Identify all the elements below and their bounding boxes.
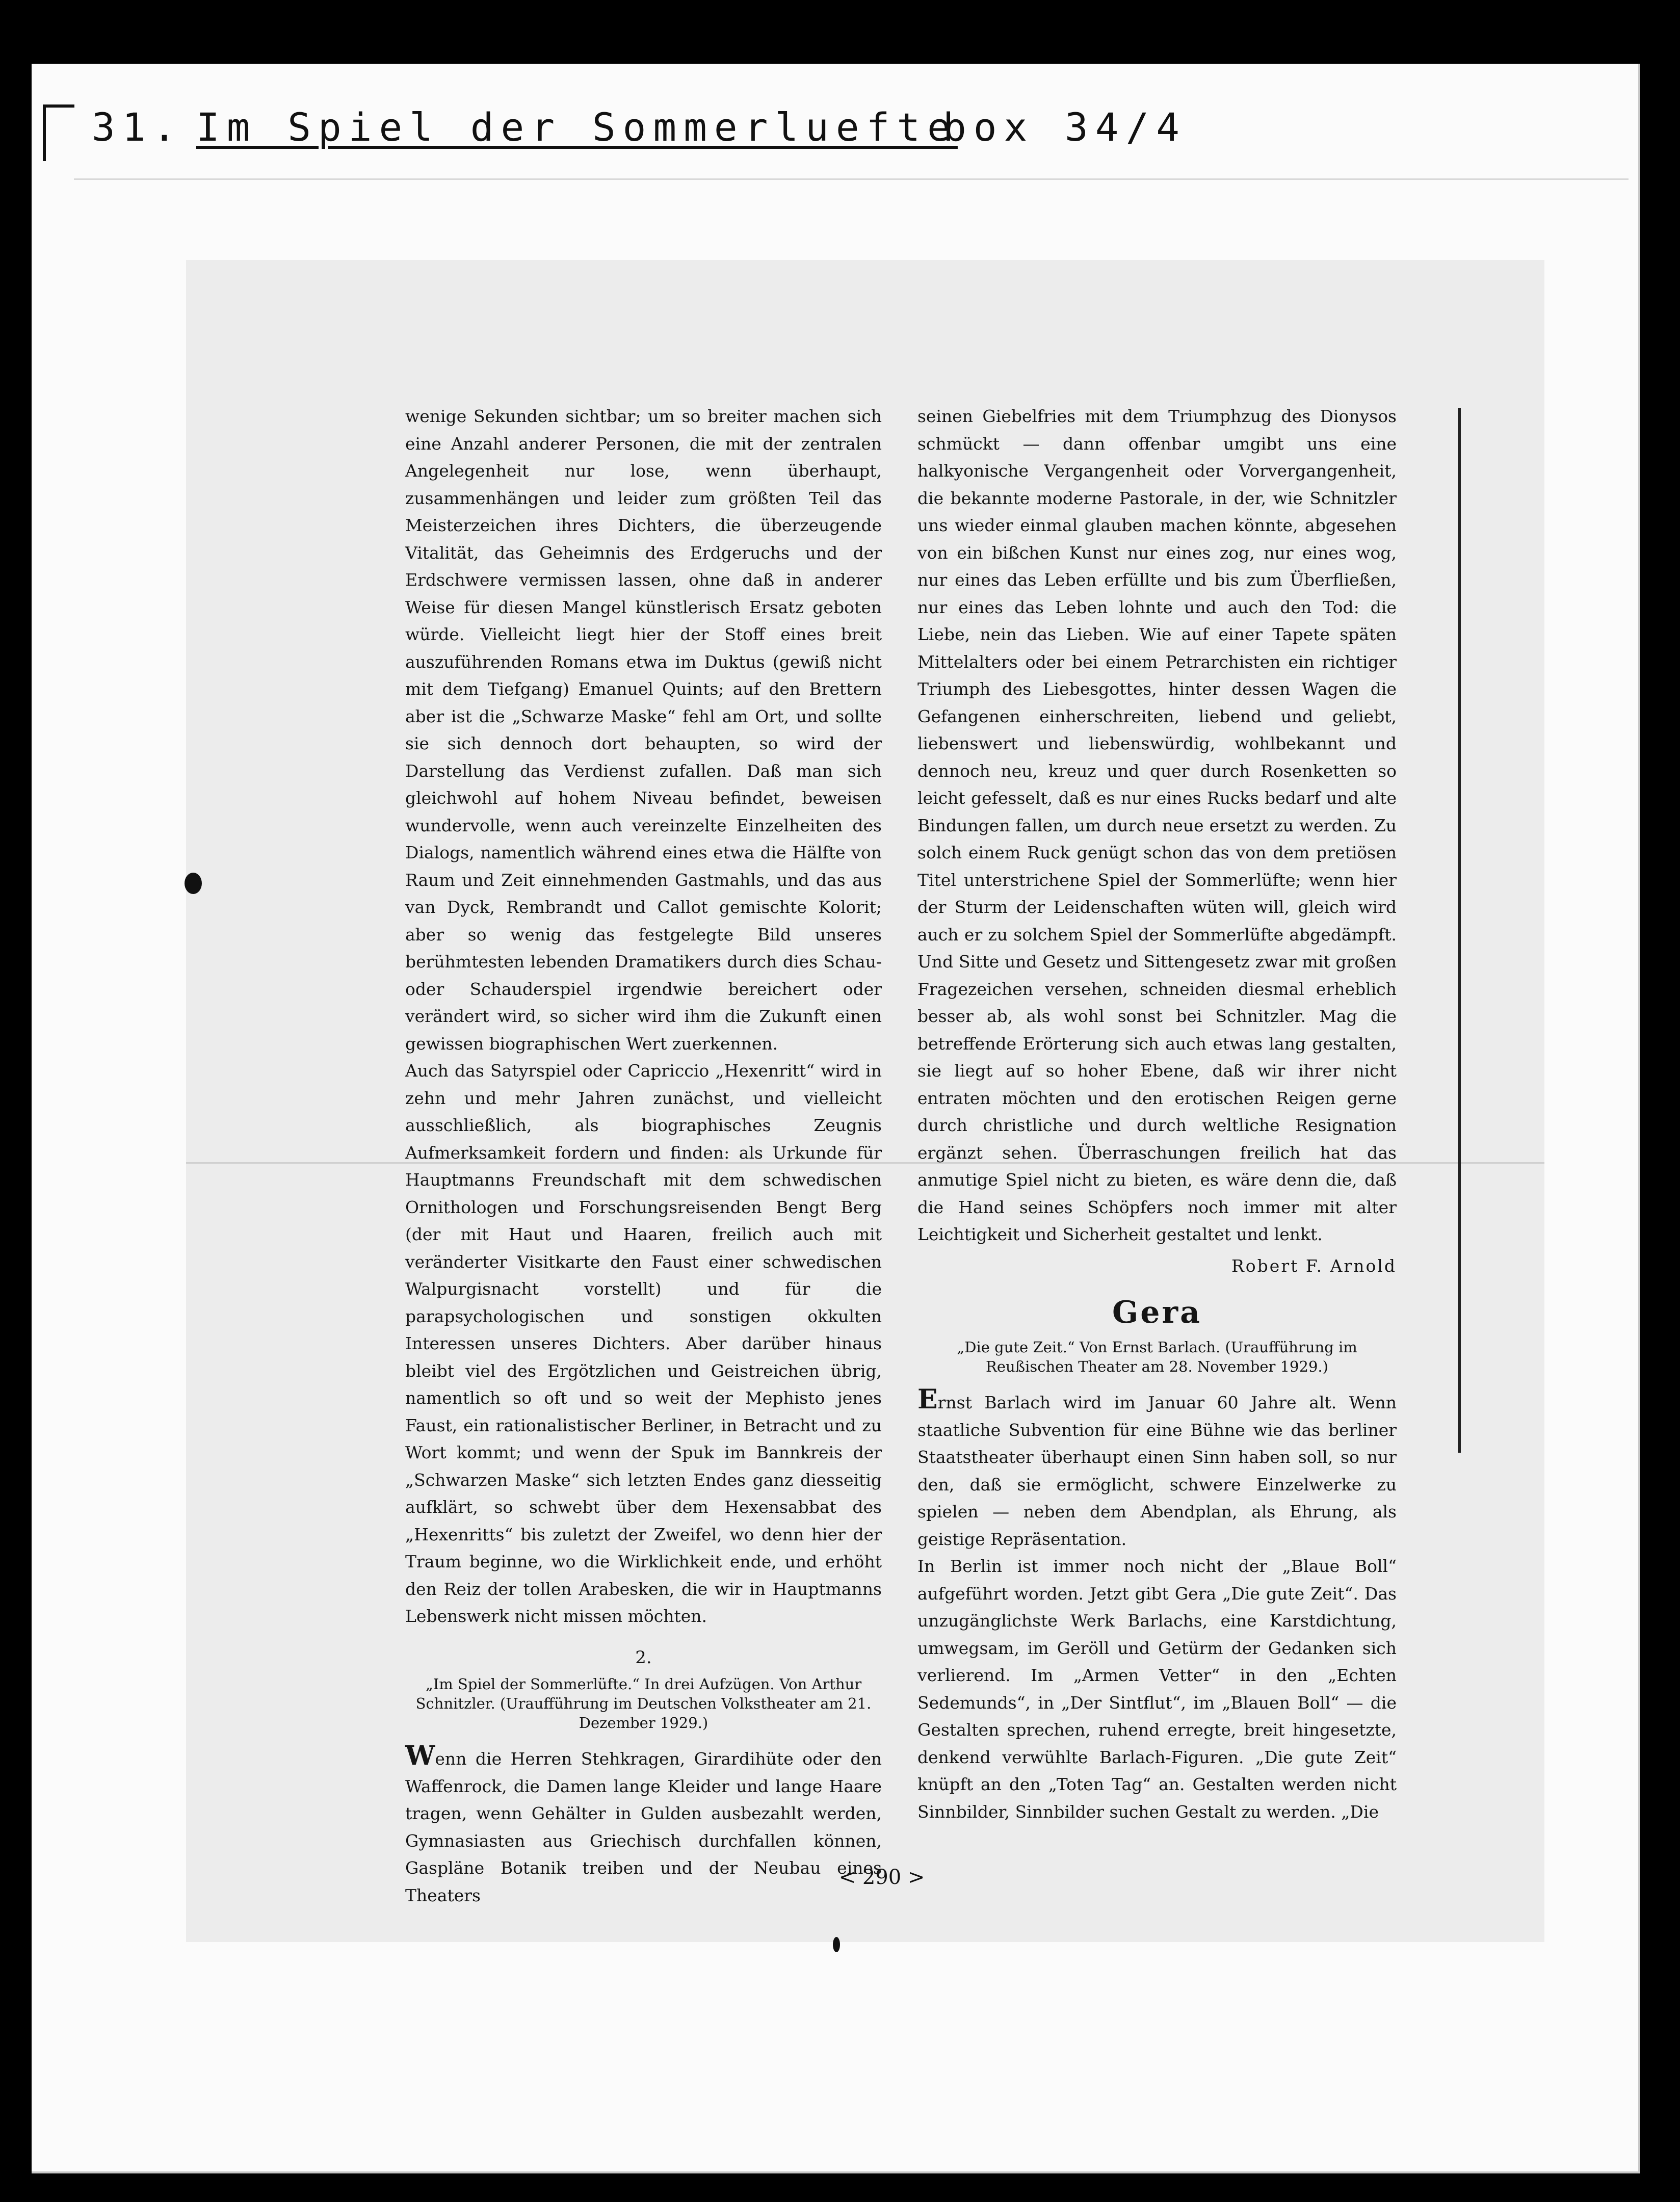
review-caption: „Im Spiel der Sommerlüfte.“ In drei Aufzügen. Von Arthur Schnitzler. (Uraufführung im Deutschen Volkstheater am 21. Dezember 1929.)	[415, 1675, 872, 1732]
drop-cap: E	[917, 1384, 938, 1415]
paragraph: Auch das Satyrspiel oder Capriccio „Hexenritt“ wird in zehn und mehr Jahren zunächst, und vielleicht ausschließlich, als biographisches Zeugnis Aufmerksamkeit fordern und finden: als Urkunde für Hauptmanns Freundschaft mit dem schwedischen Ornithologen und Forschungsreisenden Bengt Berg (der mit Haut und Haaren, freilich auch mit veränderter Visitkarte den Faust einer schwedischen Walpurgisnacht vorstellt) und für die parapsychologischen und sonstigen okkulten Interessen unseres Dichters. Aber darüber hinaus bleibt viel des Ergötzlichen und Geistreichen übrig, namentlich so oft und so weit der Mephisto jenes Faust, ein rationalistischer Berliner, in Betracht und zu Wort kommt; und wenn der Spuk im Bannkreis der „Schwarzen Maske“ sich letzten Endes ganz diesseitig aufklärt, so schwebt über dem Hexensabbat des „Hexenritts“ bis zuletzt der Zweifel, wo denn hier der Traum beginne, wo die Wirklichkeit ende, und erhöht den Reiz der tollen Arabesken, die wir in Hauptmanns Lebenswerk nicht missen möchten.	[405, 1061, 882, 1626]
right-column	[917, 403, 1397, 1825]
article-page	[392, 403, 1412, 1905]
ink-speck	[833, 1937, 840, 1952]
corner-bracket	[43, 104, 74, 161]
section-number: 2.	[635, 1647, 652, 1668]
ink-blot	[185, 873, 202, 894]
box-number: box 34/4	[943, 104, 1187, 150]
folder-number: 31.	[92, 104, 183, 150]
paragraph: In Berlin ist immer noch nicht der „Blaue Boll“ aufgeführt worden. Jetzt gibt Gera „Die gute Zeit“. Das unzugänglichste Werk Barlachs, eine Karstdichtung, umwegsam, im Geröll und Getürm der Gedanken sich verlierend. Im „Armen Vetter“ in den „Echten Sedemunds“, in „Der Sintflut“, im „Blauen Boll“ — die Gestalten sprechen, ruhend erregte, breit hingesetzte, denkend verwühlte Barlach-Figuren. „Die gute Zeit“ knüpft an den „Toten Tag“ an. Gestalten werden nicht Sinnbilder, Sinnbilder suchen Gestalt zu werden. „Die	[917, 1556, 1397, 1822]
paragraph: seinen Giebelfries mit dem Triumphzug des Dionysos schmückt — dann offenbar umgibt uns eine halkyonische Vergangenheit oder Vorvergangenheit, die bekannte moderne Pastorale, in der, wie Schnitzler uns wieder einmal glauben machen könnte, abgesehen von ein bißchen Kunst nur eines zog, nur eines wog, nur eines das Leben erfüllte und bis zum Überfließen, nur eines das Leben lohnte und auch den Tod: die Liebe, nein das Lieben. Wie auf einer Tapete späten Mittelalters oder bei einem Petrarchisten ein richtiger Triumph des Liebesgottes, hinter dessen Wagen die Gefangenen einherschreiten, liebend und geliebt, liebenswert und liebenswürdig, wohlbekannt und dennoch neu, kreuz und quer durch Rosenketten so leicht gefesselt, daß es nur eines Rucks bedarf und alte Bindungen fallen, um durch neue ersetzt zu werden. Zu solch einem Ruck genügt schon das von dem pretiösen Titel unterstrichene Spiel der Sommerlüfte; wenn hier der Sturm der Leidenschaften wüten will, gleich wird auch er zu solchem Spiel der Sommerlüfte abgedämpft. Und Sitte und Gesetz und Sittengesetz zwar mit großen Fragezeichen versehen, schneiden diesmal erheblich besser ab, als wohl sonst bei Schnitzler. Mag die betreffende Erörterung sich auch etwas lang gestalten, sie liegt auf so hoher Ebene, daß wir ihrer nicht entraten möchten und den erotischen Reigen gerne durch christliche und durch weltliche Resignation ergänzt sehen. Überraschungen freilich hat das anmutige Spiel nicht zu bieten, es wäre denn die, daß die Hand seines Schöpfers noch immer mit alter Leichtigkeit und Sicherheit gestaltet und lenkt.	[917, 406, 1397, 1244]
page-number: < 290 >	[838, 1866, 925, 1889]
section-heading: Gera	[1112, 1295, 1202, 1330]
paragraph-text: enn die Herren Stehkragen, Girardihüte oder den Waffenrock, die Damen lange Kleider und lange Haare tragen, wenn Gehälter in Gulden ausbezahlt werden, Gymnasiasten aus Griechisch durchfallen können, Gaspläne Botanik treiben und der Neubau eines Theaters	[405, 1749, 882, 1905]
clipping-edge-line	[1458, 408, 1461, 1453]
author-signature: Robert F. Arnold	[1231, 1255, 1397, 1276]
left-column	[405, 403, 882, 1909]
faded-side-stamp	[1505, 765, 1540, 1325]
review-caption: „Die gute Zeit.“ Von Ernst Barlach. (Uraufführung im Reußischen Theater am 28. November 1929.)	[957, 1339, 1357, 1375]
folder-title: Im Spiel der Sommerluefte	[196, 104, 958, 150]
paragraph	[917, 1386, 1397, 1553]
paragraph	[405, 1740, 882, 1909]
paragraph-text: rnst Barlach wird im Januar 60 Jahre alt. Wenn staatliche Subvention für eine Bühne wie das berliner Staatstheater überhaupt einen Sinn haben soll, so nur den, daß sie ermöglicht, schwere Einzelwerke zu spielen — neben dem Abendplan, als Ehrung, als geistige Repräsentation.	[917, 1393, 1397, 1549]
paragraph: wenige Sekunden sichtbar; um so breiter machen sich eine Anzahl anderer Personen, die mit der zentralen Angelegenheit nur lose, wenn überhaupt, zusammenhängen und leider zum größten Teil das Meisterzeichen ihres Dichters, die überzeugende Vitalität, das Geheimnis des Erdgeruchs und der Erdschwere vermissen lassen, ohne daß in anderer Weise für diesen Mangel künstlerisch Ersatz geboten würde. Vielleicht liegt hier der Stoff eines breit auszuführenden Romans etwa im Duktus (gewiß nicht mit dem Tiefgang) Emanuel Quints; auf den Brettern aber ist die „Schwarze Maske“ fehl am Ort, und sollte sie sich dennoch dort behaupten, so wird der Darstellung das Verdienst zufallen. Daß man sich gleichwohl auf hohem Niveau befindet, beweisen wundervolle, wenn auch vereinzelte Einzelheiten des Dialogs, namentlich während eines etwa die Hälfte von Raum und Zeit einnehmenden Gastmahls, und das aus van Dyck, Rembrandt und Callot gemischte Kolorit; aber so wenig das festgelegte Bild unseres berühmtesten lebenden Dramatikers durch dies Schau- oder Schauderspiel irgendwie bereichert oder verändert wird, so sicher wird ihm die Zukunft einen gewissen biographischen Wert zuerkennen.	[405, 406, 882, 1054]
drop-cap: W	[405, 1740, 435, 1771]
